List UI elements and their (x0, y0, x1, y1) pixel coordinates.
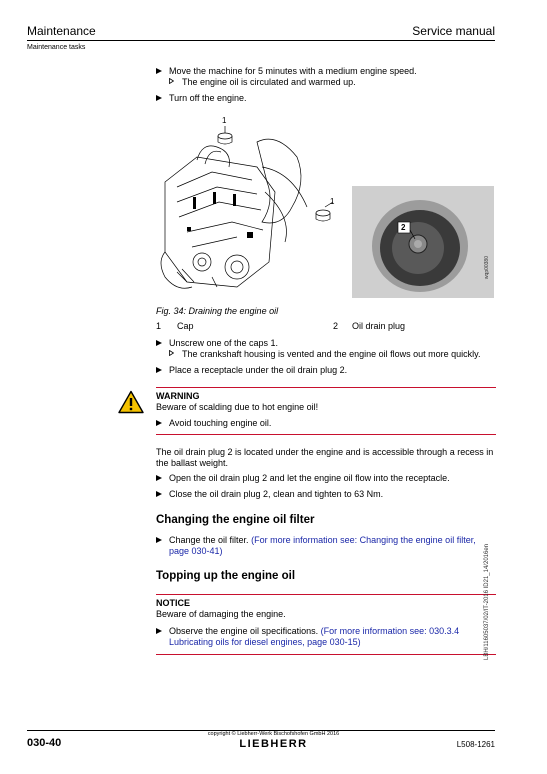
header-rule (27, 40, 495, 41)
step-observe-specs (156, 626, 496, 649)
step-text: Turn off the engine. (169, 93, 247, 103)
link-lubricating-oils[interactable]: (For more information see: 030.3.4 Lubricating oils for diesel engines, page 030-15) (169, 626, 460, 648)
legend-num-1: 1 (156, 321, 162, 331)
warning-step (156, 418, 496, 429)
footer-copyright: copyright © Liebherr-Werk Bischofshofen GmbH 2016 (207, 731, 340, 737)
warning-title: WARNING (156, 391, 200, 401)
section-title-filter: Changing the engine oil filter (156, 514, 315, 526)
step-arrow-icon (156, 491, 162, 497)
step-place-receptacle (156, 365, 496, 376)
result-arrow-icon (169, 78, 174, 84)
step-arrow-icon (156, 537, 162, 543)
drain-paragraph: The oil drain plug 2 is located under the engine and is accessible through a recess in the ballast weight. (156, 447, 494, 469)
liebherr-logo: LIEBHERR (239, 738, 308, 750)
step-turn-off (156, 93, 496, 104)
section-title-topping: Topping up the engine oil (156, 570, 296, 582)
side-document-code: LBH/11605037/02/IT-2016 ID21_14/2016en (484, 544, 490, 660)
step-text: Close the oil drain plug 2, clean and tighten to 63 Nm. (169, 489, 384, 499)
result-arrow-icon (169, 350, 174, 356)
step-result (169, 349, 499, 360)
step-arrow-icon (156, 475, 162, 481)
warning-rule-bottom (156, 434, 496, 435)
notice-rule-top (156, 594, 496, 595)
step-move-machine (156, 66, 496, 77)
step-text: Avoid touching engine oil. (169, 418, 272, 428)
warning-triangle-icon (118, 390, 144, 414)
drain-plug-photo (352, 186, 494, 298)
warning-text: Beware of scalding due to hot engine oil! (156, 402, 319, 412)
result-text: The engine oil is circulated and warmed up. (182, 77, 356, 87)
notice-title: NOTICE (156, 598, 191, 608)
legend-num-2: 2 (333, 321, 339, 331)
engine-drawing (157, 112, 335, 300)
step-close-drain (156, 489, 496, 500)
figure-caption: Fig. 34: Draining the engine oil (156, 306, 279, 316)
callout-1-top: 1 (222, 116, 227, 125)
legend-label-1: Cap (177, 321, 194, 331)
link-changing-filter[interactable]: (For more information see: Changing the engine oil filter, page 030-41) (169, 535, 476, 557)
header-subtitle: Maintenance tasks (27, 44, 86, 51)
callout-1-right: 1 (330, 197, 335, 206)
step-label: Observe the engine oil specifications. (169, 626, 319, 636)
step-text (169, 535, 496, 558)
step-text (169, 626, 496, 649)
warning-rule-top (156, 387, 496, 388)
step-open-drain (156, 473, 496, 484)
step-arrow-icon (156, 367, 162, 373)
step-text: Place a receptacle under the oil drain plug 2. (169, 365, 348, 375)
step-text: Unscrew one of the caps 1. (169, 338, 279, 348)
notice-rule-bottom (156, 654, 496, 655)
header-doc-type: Service manual (412, 24, 495, 38)
legend-label-2: Oil drain plug (352, 321, 406, 331)
header-title: Maintenance (27, 24, 96, 38)
step-result (169, 77, 499, 88)
step-arrow-icon (156, 420, 162, 426)
step-change-filter (156, 535, 496, 558)
step-unscrew-cap (156, 338, 496, 349)
step-text: Move the machine for 5 minutes with a medium engine speed. (169, 66, 417, 76)
step-text: Open the oil drain plug 2 and let the engine oil flow into the receptacle. (169, 473, 450, 483)
callout-2: 2 (401, 223, 406, 232)
photo-id: wqp00380 (484, 256, 490, 280)
step-arrow-icon (156, 628, 162, 634)
step-arrow-icon (156, 95, 162, 101)
footer-doc-code: L508-1261 (456, 740, 495, 749)
notice-text: Beware of damaging the engine. (156, 609, 286, 619)
step-arrow-icon (156, 340, 162, 346)
footer-page-number: 030-40 (27, 737, 62, 749)
step-label: Change the oil filter. (169, 535, 249, 545)
step-arrow-icon (156, 68, 162, 74)
result-text: The crankshaft housing is vented and the engine oil flows out more quickly. (182, 349, 481, 359)
